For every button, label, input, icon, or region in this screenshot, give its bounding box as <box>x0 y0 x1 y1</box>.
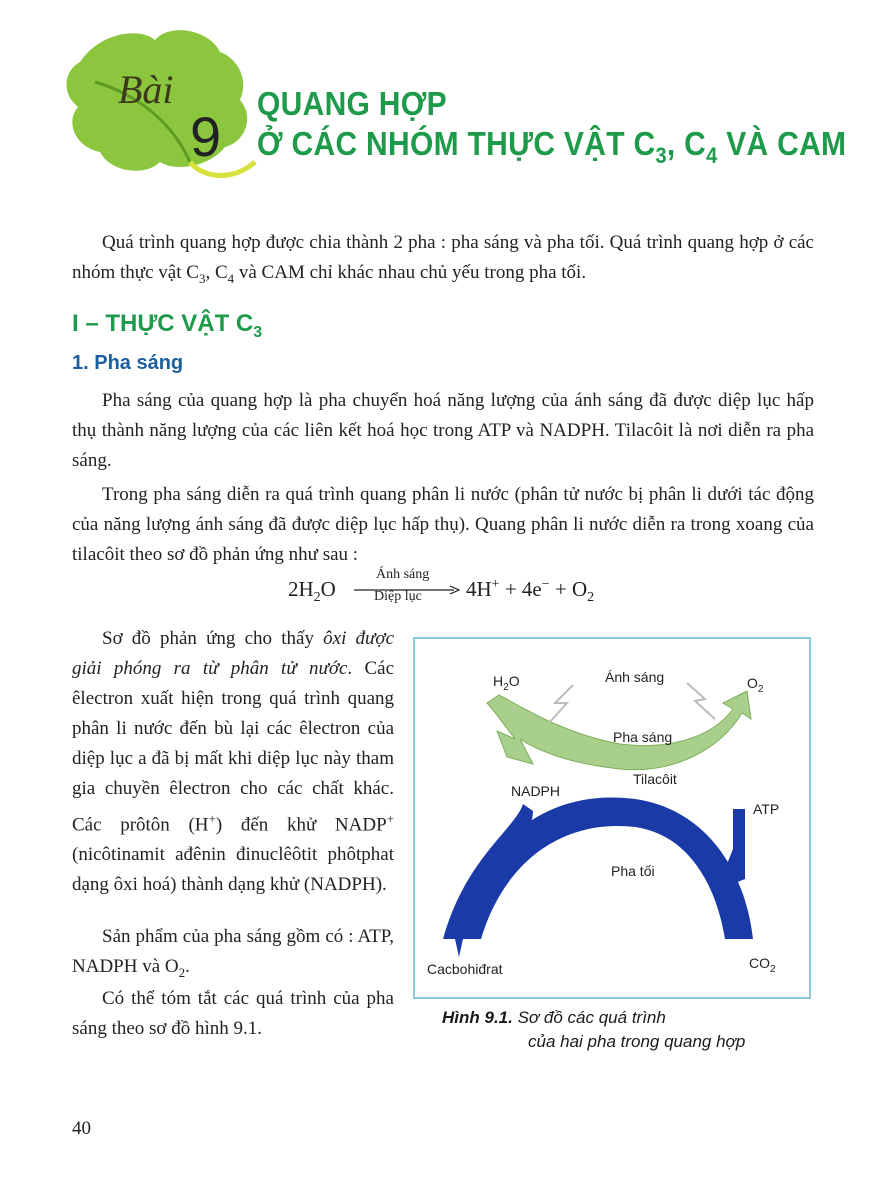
label-dark-phase: Pha tối <box>611 863 655 879</box>
lesson-title-line1: QUANG HỢP <box>257 86 447 123</box>
label-atp: ATP <box>753 801 780 817</box>
label-stroma: Strôma <box>607 827 656 843</box>
subsection-heading: 1. Pha sáng <box>72 352 184 374</box>
equation-reactant: $2H_2O$ <box>288 577 336 606</box>
light-ray-icon <box>687 683 715 719</box>
label-light: Ánh sáng <box>605 669 665 685</box>
caption-label: Hình 9.1. <box>442 1008 513 1027</box>
label-co2: $CO_2$ <box>749 955 776 975</box>
label-thylakoid: Tilacôit <box>633 771 677 787</box>
lesson-word: Bài <box>118 67 174 112</box>
label-h2o: $H_2O$ <box>493 673 520 693</box>
light-ray-icon <box>549 685 573 723</box>
photolysis-equation <box>288 567 628 611</box>
figure-caption <box>442 1006 822 1054</box>
equation-condition-bottom: Diệp lục <box>374 589 422 604</box>
section-heading: I – THỰC VẬT $C_3$ <box>72 310 263 341</box>
label-light-phase: Pha sáng <box>613 729 673 745</box>
label-carbohydrate: Cacbohiđrat <box>427 961 503 977</box>
products-paragraph: Sản phẩm của pha sáng gồm có : ATP, NADPH và $O_2$. <box>72 926 394 980</box>
caption-line2: của hai pha trong quang hợp <box>528 1032 746 1051</box>
lesson-title-line2: Ở CÁC NHÓM THỰC VẬT $C_3$, $C_4$ VÀ CAM <box>257 126 847 169</box>
intro-paragraph: Quá trình quang hợp được chia thành 2 pha : pha sáng và pha tối. Quá trình quang hợp ở các nhóm thực vật $C_3$, $C_4$ và CAM chỉ khác nhau chủ yếu trong pha tối. <box>72 232 814 286</box>
figure-9-1 <box>413 637 811 999</box>
reaction-explanation-paragraph: Sơ đồ phản ứng cho thấy ôxi được giải phóng ra từ phân tử nước. Các êlectron xuất hiện trong quá trình quang phân li nước đến bù lại các êlectron của diệp lục a đã bị mất khi diệp lục này tham gia chuyền êlectron cho các chất khác. Các prôtôn (H+) đến khử NADP+ (nicôtinamit ađênin đinuclêôtit phôtphat dạng ôxi hoá) thành dạng khử (NADPH). <box>72 628 395 896</box>
page-number: 40 <box>72 1118 91 1139</box>
equation-condition-top: Ánh sáng <box>376 567 430 582</box>
stroma-return-arrow <box>720 809 745 889</box>
lesson-number: 9 <box>190 105 222 168</box>
dark-phase-arc <box>455 798 753 939</box>
label-o2: $O_2$ <box>747 675 764 695</box>
equation-products: $4H^+ + 4e^- + O_2$ <box>466 577 595 606</box>
summary-paragraph: Có thể tóm tắt các quá trình của pha sáng theo sơ đồ hình 9.1. <box>72 988 394 1039</box>
light-phase-paragraph-2: Trong pha sáng diễn ra quá trình quang phân li nước (phân tử nước bị phân li dưới tác động của năng lượng ánh sáng đã được diệp lục hấp thụ). Quang phân li nước diễn ra trong xoang của tilacôit theo sơ đồ phản ứng như sau : <box>72 484 814 565</box>
light-phase-paragraph-1: Pha sáng của quang hợp là pha chuyển hoá năng lượng của ánh sáng đã được diệp lục hấp thụ thành năng lượng của các liên kết hoá học trong ATP và NADPH. Tilacôit là nơi diễn ra pha sáng. <box>72 390 814 471</box>
caption-line1: Sơ đồ các quá trình <box>512 1008 666 1027</box>
label-nadph: NADPH <box>511 783 561 799</box>
